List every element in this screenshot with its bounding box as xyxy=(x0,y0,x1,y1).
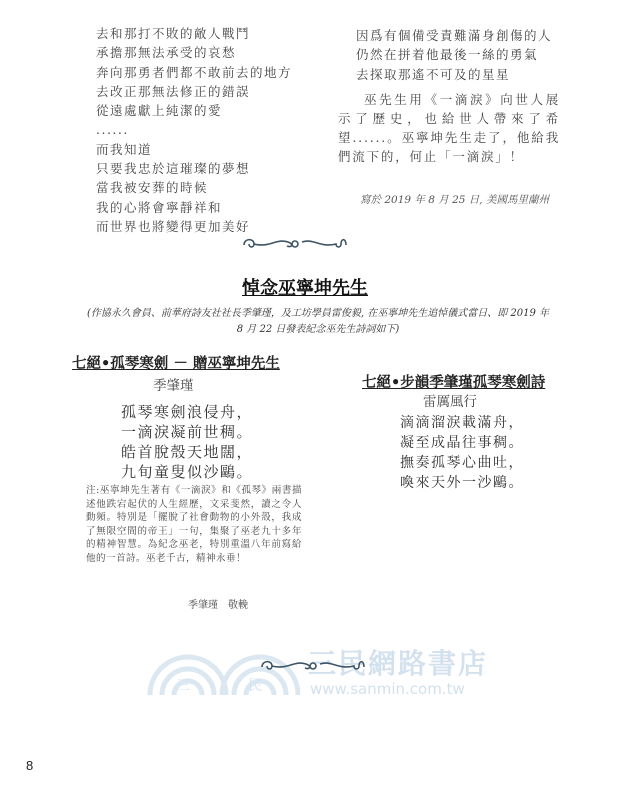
poem-line: 凝至成晶往事稠。 xyxy=(400,435,524,451)
poem-line: 孤琴寒劍浪侵舟， xyxy=(121,403,254,421)
poem-line: 仍然在拼着他最後一絲的勇氣 xyxy=(356,47,539,63)
ornament-divider-icon xyxy=(258,656,368,674)
poem-a-signature: 季肇瑾 敬輓 xyxy=(188,600,248,611)
poem-a-note: 注:巫寧坤先生著有《一滴淚》和《孤琴》兩書描述他跌宕起伏的人生經歷，文采斐然，讀之令人動頻。特別是「擺脫了社會動物的小外殼，我成了無限空間的帝王」一句，集聚了巫老九十多年的精神智慧。為紀念巫老，特別重溫八年前寫給他的一首詩。巫老千古，精神永垂！ xyxy=(86,485,302,564)
dateline: 寫於 2019 年 8 月 25 日, 美國馬里蘭州 xyxy=(360,194,549,206)
poem-line: 九旬童叟似沙鷗。 xyxy=(121,463,254,481)
poem-line: 皓首脫殼天地闊， xyxy=(121,443,254,461)
poem-line: 撫奏孤琴心曲吐， xyxy=(400,455,524,471)
watermark-name: 三民網路書店 xyxy=(308,647,489,680)
poem-line: 而我知道 xyxy=(96,141,153,157)
watermark-logo-char: 三 xyxy=(176,678,190,694)
poem-line: 去探取那遙不可及的星星 xyxy=(356,66,511,82)
poem-line: 從遠處獻上純潔的愛 xyxy=(96,103,223,119)
poem-b-title: 七絕•步韻季肇瑾孤琴寒劍詩 xyxy=(362,374,546,391)
poem-line: 喚來天外一沙鷗。 xyxy=(400,475,524,491)
poem-line: 只要我忠於這璀璨的夢想 xyxy=(96,161,251,177)
ornament-divider-icon xyxy=(240,234,350,252)
poem-line: 我的心將會寧靜祥和 xyxy=(96,199,223,215)
poem-line: ...... xyxy=(96,122,129,138)
watermark-logo-char: 民 xyxy=(248,678,262,694)
prose-paragraph: 巫先生用《一滴淚》向世人展示了歷史，也給世人帶來了希望......。巫寧坤先生走了，他給我們流下的，何止「一滴淚」！ xyxy=(338,92,560,164)
poem-line: 奔向那勇者們都不敢前去的地方 xyxy=(96,64,293,80)
watermark-url: www.sanmin.com.tw xyxy=(310,680,465,698)
poem-b-body xyxy=(400,413,524,493)
left-poem xyxy=(96,24,292,236)
poem-a-author: 季肇瑾 xyxy=(153,378,194,394)
poem-a-body xyxy=(121,402,253,482)
article-subtitle-line: 8 月 22 日發表紀念巫先生詩詞如下) xyxy=(236,324,400,335)
poem-line: 承擔那無法承受的哀愁 xyxy=(96,45,237,61)
poem-line: 當我被安葬的時候 xyxy=(96,180,209,196)
poem-line: 滴滴溜淚載滿舟， xyxy=(400,415,524,431)
right-poem xyxy=(356,26,552,84)
poem-line: 去改正那無法修正的錯誤 xyxy=(96,83,251,99)
page-number: 8 xyxy=(26,758,34,773)
article-subtitle xyxy=(68,306,568,338)
article-title: 悼念巫寧坤先生 xyxy=(242,278,368,299)
poem-line: 一滴淚凝前世稠。 xyxy=(121,423,254,441)
poem-b-author: 雷厲風行 xyxy=(423,394,477,410)
article-subtitle-line: (作協永久會員、前華府詩友社社長季肇瑾，及工坊學員雷俊毅, 在巫寧坤先生追悼儀式當日、即 2019 年 xyxy=(86,308,550,319)
poem-line: 去和那打不敗的敵人戰鬥 xyxy=(96,26,251,41)
poem-a-title: 七絕•孤琴寒劍 － 贈巫寧坤先生 xyxy=(72,355,280,372)
poem-line: 因爲有個備受責難滿身創傷的人 xyxy=(356,28,553,43)
poem-line: 而世界也將變得更加美好 xyxy=(96,218,251,234)
